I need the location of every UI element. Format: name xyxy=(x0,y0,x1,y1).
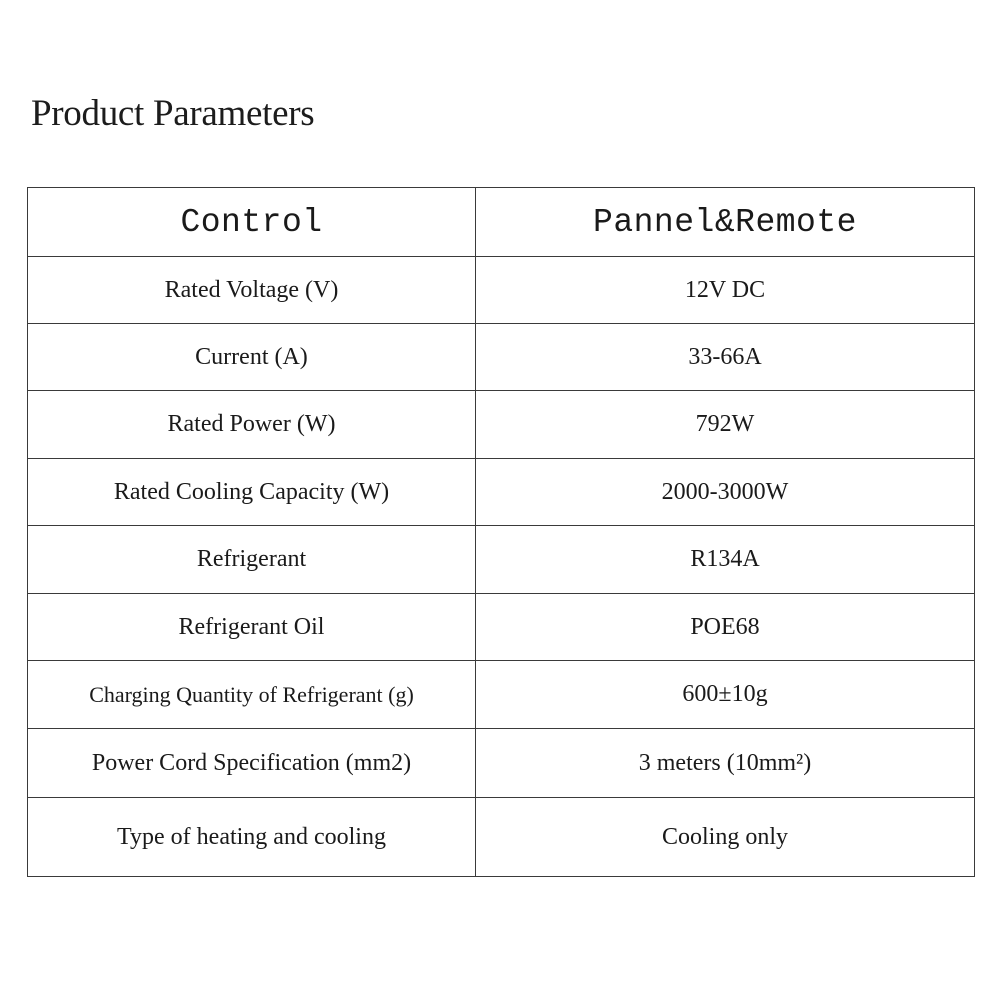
table-row xyxy=(28,661,975,729)
param-label: Type of heating and cooling xyxy=(28,798,476,877)
param-label: Refrigerant xyxy=(28,526,476,594)
table-row xyxy=(28,324,975,391)
table-row xyxy=(28,798,975,877)
param-label: Rated Power (W) xyxy=(28,391,476,459)
parameters-table xyxy=(27,187,975,877)
table-row xyxy=(28,391,975,459)
table-header-row xyxy=(28,188,975,257)
param-value: R134A xyxy=(476,526,975,594)
param-label: Charging Quantity of Refrigerant (g) xyxy=(28,661,476,729)
param-value: 792W xyxy=(476,391,975,459)
param-value: 2000-3000W xyxy=(476,459,975,526)
table-row xyxy=(28,729,975,798)
table-row xyxy=(28,257,975,324)
header-label-cell: Control xyxy=(28,188,476,257)
page-title: Product Parameters xyxy=(31,93,315,134)
table-row xyxy=(28,526,975,594)
param-value: 600±10g xyxy=(476,661,975,729)
param-label: Rated Voltage (V) xyxy=(28,257,476,324)
table-row xyxy=(28,459,975,526)
table-row xyxy=(28,594,975,661)
param-label: Power Cord Specification (mm2) xyxy=(28,729,476,798)
param-value: 33-66A xyxy=(476,324,975,391)
header-value-cell: Pannel&Remote xyxy=(476,188,975,257)
param-value: 3 meters (10mm²) xyxy=(476,729,975,798)
param-value: POE68 xyxy=(476,594,975,661)
param-label: Current (A) xyxy=(28,324,476,391)
param-value: 12V DC xyxy=(476,257,975,324)
param-value: Cooling only xyxy=(476,798,975,877)
param-label: Refrigerant Oil xyxy=(28,594,476,661)
param-label: Rated Cooling Capacity (W) xyxy=(28,459,476,526)
